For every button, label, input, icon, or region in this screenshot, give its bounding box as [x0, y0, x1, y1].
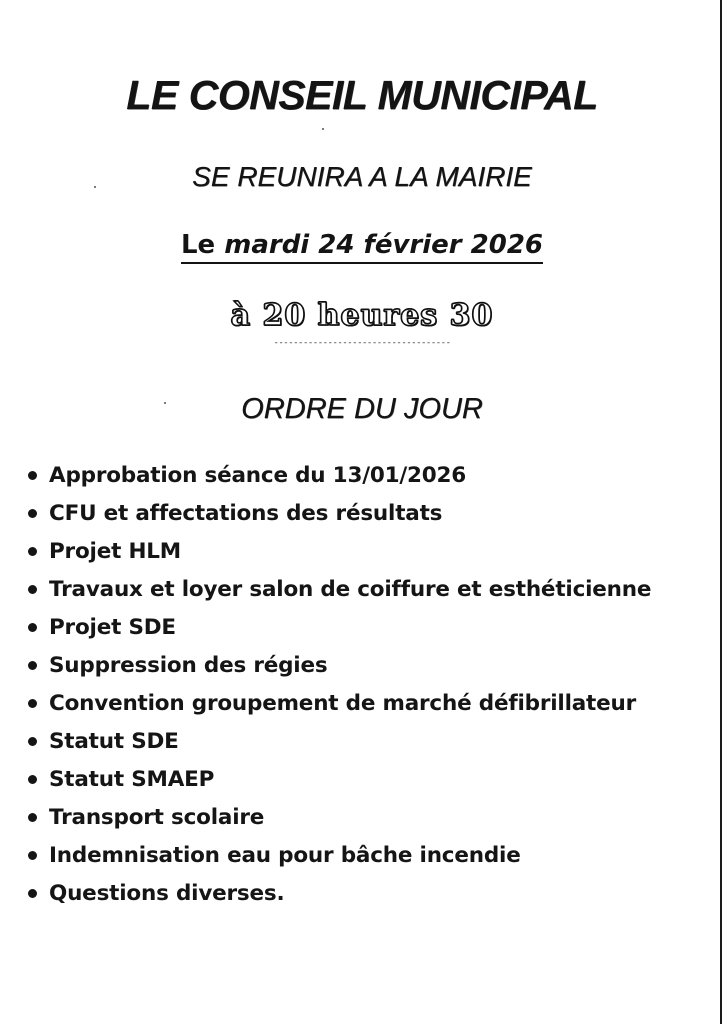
bullet-icon	[28, 471, 37, 480]
agenda-item	[28, 722, 718, 760]
agenda-item	[28, 798, 718, 836]
bullet-icon	[28, 775, 37, 784]
agenda-item	[28, 684, 718, 722]
agenda-item	[28, 494, 718, 532]
agenda-title: ORDRE DU JOUR	[241, 393, 483, 425]
agenda-item	[28, 532, 718, 570]
bullet-icon	[28, 623, 37, 632]
scan-edge-line	[720, 0, 722, 1024]
agenda-item	[28, 608, 718, 646]
agenda-list	[28, 456, 718, 912]
agenda-item-text: Questions diverses.	[49, 880, 285, 906]
meeting-date: mardi 24 février 2026	[224, 230, 544, 260]
bullet-icon	[28, 813, 37, 822]
scan-speck	[322, 128, 324, 130]
agenda-item-text: Convention groupement de marché défibrillateur	[49, 690, 637, 716]
agenda-item-text: Indemnisation eau pour bâche incendie	[49, 842, 521, 868]
agenda-item-text: Suppression des régies	[49, 652, 328, 678]
bullet-icon	[28, 699, 37, 708]
agenda-item-text: Transport scolaire	[49, 804, 265, 830]
meeting-date-line	[0, 230, 724, 264]
agenda-item-text: CFU et affectations des résultats	[49, 500, 443, 526]
bullet-icon	[28, 661, 37, 670]
notice-title: LE CONSEIL MUNICIPAL	[126, 72, 598, 118]
bullet-icon	[28, 509, 37, 518]
agenda-item	[28, 874, 718, 912]
agenda-item-text: Projet SDE	[49, 614, 176, 640]
agenda-item	[28, 760, 718, 798]
meeting-date-underlined	[181, 230, 543, 264]
date-prefix: Le	[180, 230, 216, 260]
agenda-item-text: Approbation séance du 13/01/2026	[49, 462, 467, 488]
agenda-item	[28, 456, 718, 494]
bullet-icon	[28, 585, 37, 594]
notice-subtitle: SE REUNIRA A LA MAIRIE	[192, 161, 532, 192]
bullet-icon	[28, 851, 37, 860]
agenda-item	[28, 570, 718, 608]
agenda-item-text: Projet HLM	[49, 538, 181, 564]
agenda-item	[28, 646, 718, 684]
agenda-item-text: Statut SDE	[49, 728, 179, 754]
bullet-icon	[28, 737, 37, 746]
bullet-icon	[28, 889, 37, 898]
agenda-item-text: Travaux et loyer salon de coiffure et esthéticienne	[49, 576, 652, 602]
agenda-item-text: Statut SMAEP	[49, 766, 215, 792]
dashed-separator: ------------------------------------	[273, 338, 451, 348]
agenda-item	[28, 836, 718, 874]
meeting-time: à 20 heures 30	[230, 298, 494, 333]
bullet-icon	[28, 547, 37, 556]
